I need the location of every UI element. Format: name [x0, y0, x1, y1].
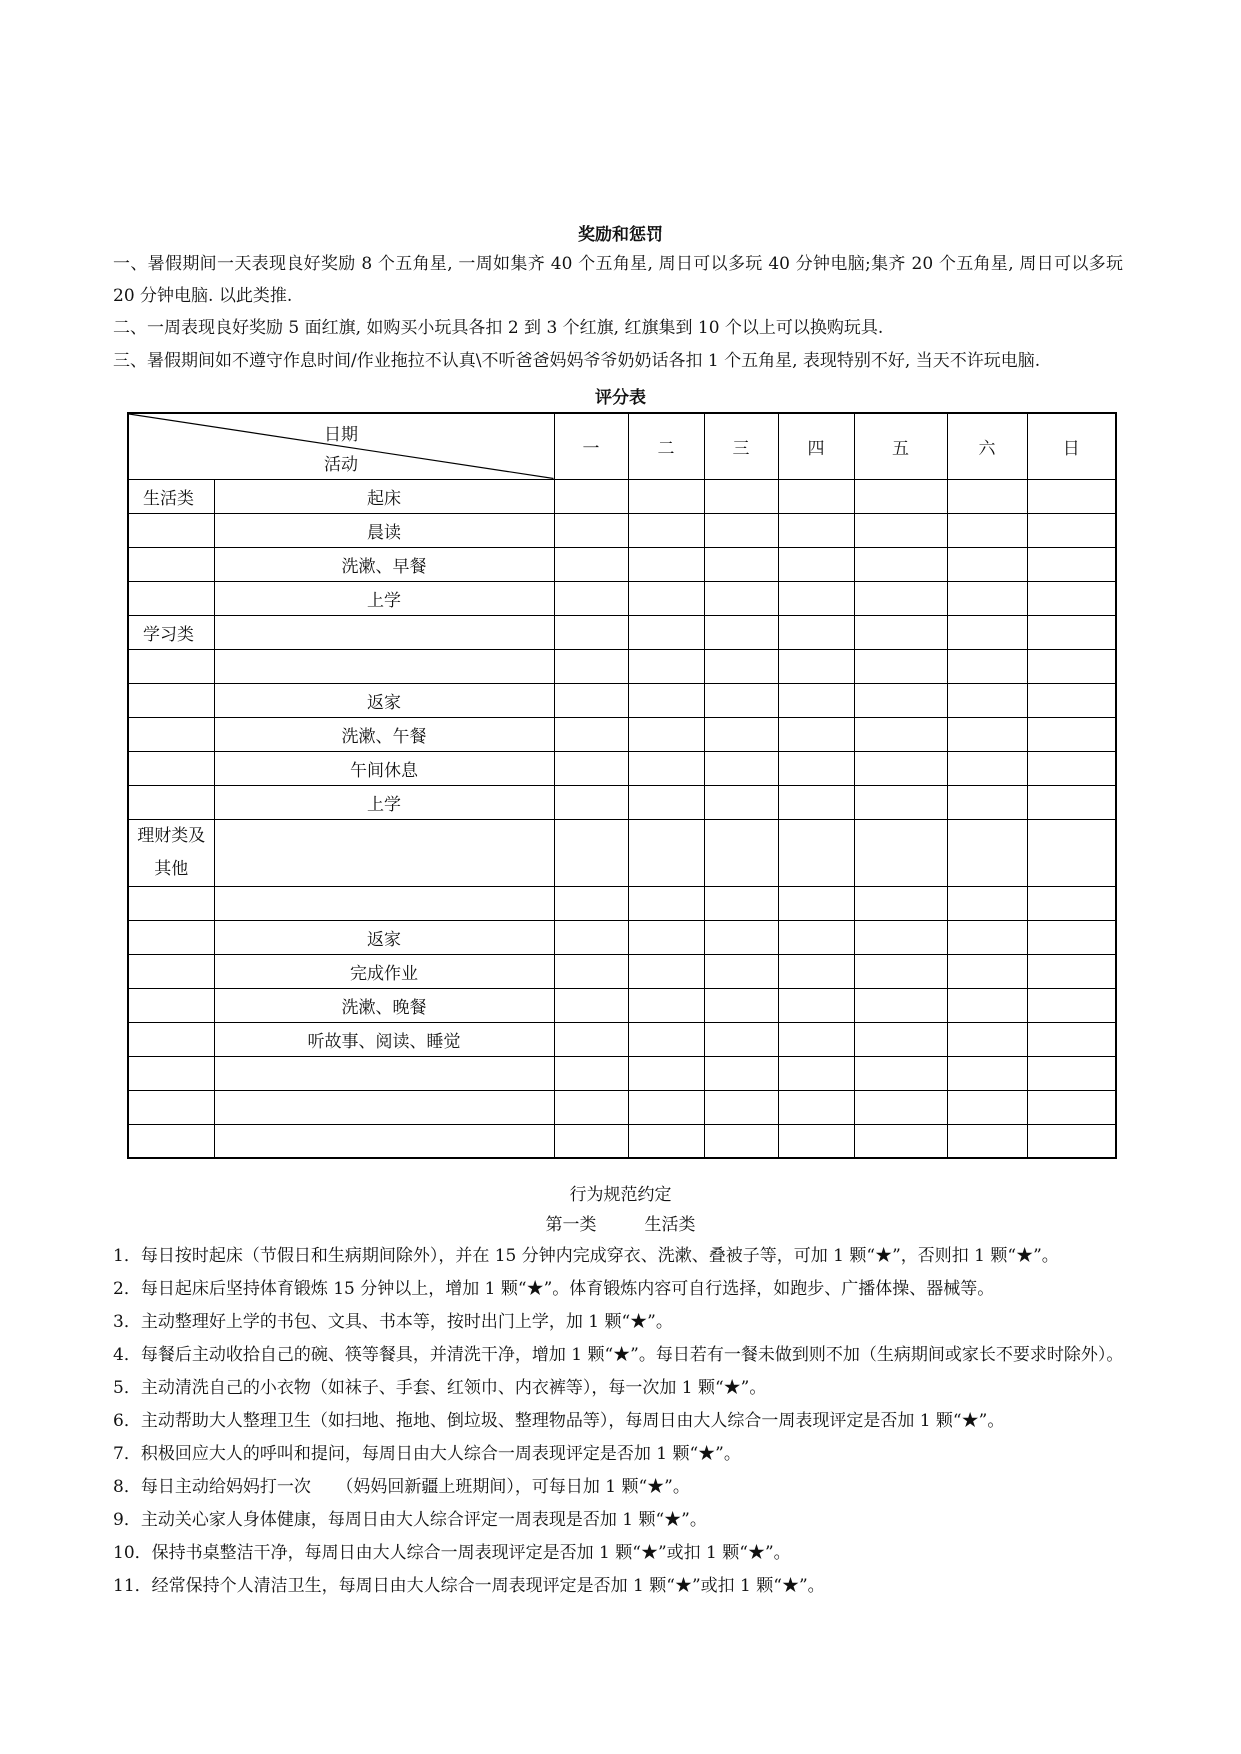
table-row [128, 1056, 1116, 1090]
score-cell[interactable] [628, 1124, 704, 1158]
activity-cell [214, 1124, 554, 1158]
score-cell[interactable] [554, 819, 628, 886]
score-cell[interactable] [854, 1056, 947, 1090]
category-cell: 生活类 [128, 479, 214, 513]
score-cell[interactable] [704, 954, 778, 988]
score-cell[interactable] [854, 920, 947, 954]
score-cell[interactable] [778, 649, 854, 683]
score-cell[interactable] [778, 785, 854, 819]
score-cell[interactable] [554, 479, 628, 513]
table-row [128, 513, 1116, 547]
header-activity-label: 活动 [324, 455, 358, 475]
score-cell[interactable] [854, 886, 947, 920]
table-header-row [128, 413, 1116, 479]
score-cell[interactable] [554, 751, 628, 785]
score-cell[interactable] [947, 581, 1027, 615]
score-cell[interactable] [778, 1090, 854, 1124]
activity-cell: 洗漱、晚餐 [214, 988, 554, 1022]
score-cell[interactable] [628, 581, 704, 615]
category-cell [128, 513, 214, 547]
conduct-rules-list [113, 1240, 1128, 1603]
table-row [128, 920, 1116, 954]
score-cell[interactable] [628, 954, 704, 988]
category-cell [128, 717, 214, 751]
score-cell[interactable] [854, 954, 947, 988]
activity-cell: 返家 [214, 683, 554, 717]
score-cell[interactable] [947, 649, 1027, 683]
score-table-title: 评分表 [595, 388, 646, 408]
score-cell[interactable] [947, 954, 1027, 988]
score-cell[interactable] [704, 785, 778, 819]
activity-cell [214, 649, 554, 683]
rule-item: 3．主动整理好上学的书包、文具、书本等，按时出门上学，加 1 颗“★”。 [113, 1312, 673, 1332]
table-row [128, 547, 1116, 581]
score-cell[interactable] [1027, 649, 1116, 683]
score-cell[interactable] [854, 1124, 947, 1158]
activity-cell: 洗漱、早餐 [214, 547, 554, 581]
score-cell[interactable] [628, 479, 704, 513]
reward-paragraph-3: 三、暑假期间如不遵守作息时间/作业拖拉不认真\不听爸爸妈妈爷爷奶奶话各扣 1 个五角星, 表现特别不好, 当天不许玩电脑. [113, 351, 1041, 371]
score-cell[interactable] [778, 920, 854, 954]
rule-item: 9．主动关心家人身体健康，每周日由大人综合评定一周表现是否加 1 颗“★”。 [113, 1510, 707, 1530]
day-header: 三 [704, 413, 778, 479]
rule-item: 7．积极回应大人的呼叫和提问，每周日由大人综合一周表现评定是否加 1 颗“★”。 [113, 1444, 741, 1464]
table-row [128, 1022, 1116, 1056]
score-cell[interactable] [628, 1056, 704, 1090]
day-header: 二 [628, 413, 704, 479]
score-cell[interactable] [1027, 1090, 1116, 1124]
score-cell[interactable] [1027, 683, 1116, 717]
score-cell[interactable] [854, 819, 947, 886]
score-cell[interactable] [554, 649, 628, 683]
activity-cell: 上学 [214, 785, 554, 819]
score-cell[interactable] [704, 988, 778, 1022]
conduct-section-number: 第一类 [545, 1215, 597, 1235]
activity-cell: 听故事、阅读、睡觉 [214, 1022, 554, 1056]
activity-cell [214, 1056, 554, 1090]
score-cell[interactable] [947, 1090, 1027, 1124]
rule-item: 6．主动帮助大人整理卫生（如扫地、拖地、倒垃圾、整理物品等），每周日由大人综合一周表现评定是否加 1 颗“★”。 [113, 1411, 1005, 1431]
score-cell[interactable] [854, 988, 947, 1022]
score-cell[interactable] [778, 547, 854, 581]
category-cell [128, 751, 214, 785]
score-cell[interactable] [704, 513, 778, 547]
score-table [127, 412, 1117, 1159]
score-cell[interactable] [1027, 513, 1116, 547]
score-cell[interactable] [628, 886, 704, 920]
rule-item: 10．保持书桌整洁干净，每周日由大人综合一周表现评定是否加 1 颗“★”或扣 1 颗“★”。 [113, 1543, 791, 1563]
reward-paragraph-1: 一、暑假期间一天表现良好奖励 8 个五角星, 一周如集齐 40 个五角星, 周日可以多玩 40 分钟电脑;集齐 20 个五角星, 周日可以多玩 20 分钟电脑. 以此类推. [113, 254, 1123, 306]
activity-cell: 返家 [214, 920, 554, 954]
activity-cell [214, 886, 554, 920]
rule-item: 1．每日按时起床（节假日和生病期间除外），并在 15 分钟内完成穿衣、洗漱、叠被子等，可加 1 颗“★”，否则扣 1 颗“★”。 [113, 1246, 1059, 1266]
score-cell[interactable] [628, 683, 704, 717]
category-cell [128, 547, 214, 581]
score-cell[interactable] [628, 785, 704, 819]
score-cell[interactable] [704, 479, 778, 513]
score-cell[interactable] [628, 819, 704, 886]
activity-cell: 上学 [214, 581, 554, 615]
score-cell[interactable] [778, 1124, 854, 1158]
score-cell[interactable] [554, 785, 628, 819]
score-cell[interactable] [628, 615, 704, 649]
table-row [128, 1090, 1116, 1124]
table-row [128, 988, 1116, 1022]
table-row [128, 1124, 1116, 1158]
conduct-section-name: 生活类 [644, 1215, 696, 1235]
score-cell[interactable] [854, 717, 947, 751]
score-cell[interactable] [1027, 920, 1116, 954]
score-cell[interactable] [554, 581, 628, 615]
score-cell[interactable] [947, 479, 1027, 513]
score-cell[interactable] [1027, 785, 1116, 819]
score-cell[interactable] [778, 513, 854, 547]
score-cell[interactable] [1027, 1022, 1116, 1056]
score-cell[interactable] [628, 1022, 704, 1056]
score-cell[interactable] [554, 886, 628, 920]
category-line: 理财类及 [137, 825, 206, 846]
conduct-section-heading [0, 1210, 1241, 1235]
score-cell[interactable] [854, 683, 947, 717]
score-cell[interactable] [1027, 819, 1116, 886]
score-cell[interactable] [704, 886, 778, 920]
day-header: 日 [1027, 413, 1116, 479]
score-cell[interactable] [704, 581, 778, 615]
score-cell[interactable] [778, 751, 854, 785]
score-cell[interactable] [854, 581, 947, 615]
score-cell[interactable] [554, 1090, 628, 1124]
category-cell [128, 886, 214, 920]
rule-item: 8．每日主动给妈妈打一次 （妈妈回新疆上班期间），可每日加 1 颗“★”。 [113, 1477, 690, 1497]
score-cell[interactable] [628, 513, 704, 547]
score-cell[interactable] [554, 615, 628, 649]
score-cell[interactable] [704, 547, 778, 581]
rule-item: 2．每日起床后坚持体育锻炼 15 分钟以上，增加 1 颗“★”。体育锻炼内容可自行选择，如跑步、广播体操、器械等。 [113, 1279, 995, 1299]
score-cell[interactable] [778, 954, 854, 988]
score-cell[interactable] [628, 547, 704, 581]
score-cell[interactable] [947, 1022, 1027, 1056]
diagonal-header-cell [128, 413, 554, 479]
table-row [128, 683, 1116, 717]
day-header: 六 [947, 413, 1027, 479]
score-cell[interactable] [1027, 751, 1116, 785]
score-cell[interactable] [778, 819, 854, 886]
score-cell[interactable] [854, 513, 947, 547]
score-cell[interactable] [778, 581, 854, 615]
category-cell [128, 1090, 214, 1124]
score-cell[interactable] [947, 717, 1027, 751]
score-cell[interactable] [704, 649, 778, 683]
score-cell[interactable] [628, 920, 704, 954]
score-cell[interactable] [778, 886, 854, 920]
score-cell[interactable] [704, 717, 778, 751]
score-cell[interactable] [947, 683, 1027, 717]
score-cell[interactable] [1027, 1056, 1116, 1090]
table-row [128, 615, 1116, 649]
score-cell[interactable] [947, 615, 1027, 649]
score-cell[interactable] [704, 683, 778, 717]
table-row [128, 785, 1116, 819]
activity-cell: 洗漱、午餐 [214, 717, 554, 751]
score-cell[interactable] [704, 1022, 778, 1056]
score-cell[interactable] [778, 683, 854, 717]
score-cell[interactable] [854, 547, 947, 581]
score-cell[interactable] [778, 1056, 854, 1090]
table-row [128, 819, 1116, 886]
score-cell[interactable] [947, 1124, 1027, 1158]
day-header: 一 [554, 413, 628, 479]
category-cell [128, 819, 214, 886]
score-cell[interactable] [778, 479, 854, 513]
score-cell[interactable] [778, 717, 854, 751]
category-cell [128, 785, 214, 819]
score-cell[interactable] [704, 1090, 778, 1124]
score-cell[interactable] [947, 785, 1027, 819]
score-cell[interactable] [1027, 615, 1116, 649]
score-cell[interactable] [1027, 479, 1116, 513]
score-cell[interactable] [778, 615, 854, 649]
score-cell[interactable] [554, 954, 628, 988]
table-row [128, 886, 1116, 920]
category-cell [128, 954, 214, 988]
activity-cell [214, 819, 554, 886]
score-cell[interactable] [947, 920, 1027, 954]
score-cell[interactable] [947, 819, 1027, 886]
category-cell: 学习类 [128, 615, 214, 649]
score-cell[interactable] [854, 479, 947, 513]
conduct-title: 行为规范约定 [569, 1185, 672, 1205]
score-cell[interactable] [1027, 581, 1116, 615]
category-cell [128, 1056, 214, 1090]
score-cell[interactable] [704, 751, 778, 785]
score-cell[interactable] [628, 717, 704, 751]
score-cell[interactable] [854, 615, 947, 649]
table-row [128, 581, 1116, 615]
activity-cell [214, 615, 554, 649]
score-cell[interactable] [947, 751, 1027, 785]
score-cell[interactable] [947, 1056, 1027, 1090]
score-cell[interactable] [554, 1056, 628, 1090]
score-cell[interactable] [778, 988, 854, 1022]
rule-item: 5．主动清洗自己的小衣物（如袜子、手套、红领巾、内衣裤等），每一次加 1 颗“★”。 [113, 1378, 767, 1398]
score-cell[interactable] [854, 649, 947, 683]
category-cell [128, 581, 214, 615]
rule-item: 4．每餐后主动收拾自己的碗、筷等餐具，并清洗干净，增加 1 颗“★”。每日若有一餐未做到则不加（生病期间或家长不要求时除外）。 [113, 1345, 1124, 1365]
score-cell[interactable] [854, 785, 947, 819]
score-cell[interactable] [947, 886, 1027, 920]
category-cell [128, 649, 214, 683]
reward-paragraph-2: 二、一周表现良好奖励 5 面红旗, 如购买小玩具各扣 2 到 3 个红旗, 红旗集到 10 个以上可以换购玩具. [113, 318, 884, 338]
score-cell[interactable] [554, 547, 628, 581]
score-cell[interactable] [704, 615, 778, 649]
category-cell [128, 1022, 214, 1056]
table-row [128, 751, 1116, 785]
category-cell [128, 1124, 214, 1158]
score-cell[interactable] [947, 547, 1027, 581]
score-cell[interactable] [947, 988, 1027, 1022]
score-cell[interactable] [554, 513, 628, 547]
score-cell[interactable] [854, 1090, 947, 1124]
category-line: 其他 [154, 858, 189, 879]
score-cell[interactable] [1027, 988, 1116, 1022]
day-header: 四 [778, 413, 854, 479]
table-row [128, 954, 1116, 988]
score-cell[interactable] [1027, 547, 1116, 581]
category-cell [128, 920, 214, 954]
day-header: 五 [854, 413, 947, 479]
activity-cell: 晨读 [214, 513, 554, 547]
score-cell[interactable] [554, 683, 628, 717]
activity-cell: 起床 [214, 479, 554, 513]
score-cell[interactable] [554, 920, 628, 954]
score-cell[interactable] [554, 988, 628, 1022]
rule-item: 11．经常保持个人清洁卫生，每周日由大人综合一周表现评定是否加 1 颗“★”或扣 1 颗“★”。 [113, 1576, 825, 1596]
category-cell [128, 683, 214, 717]
table-row [128, 479, 1116, 513]
table-row [128, 649, 1116, 683]
score-cell[interactable] [854, 751, 947, 785]
activity-cell: 完成作业 [214, 954, 554, 988]
score-cell[interactable] [854, 1022, 947, 1056]
score-cell[interactable] [554, 1022, 628, 1056]
score-cell[interactable] [1027, 954, 1116, 988]
score-cell[interactable] [778, 1022, 854, 1056]
score-cell[interactable] [628, 988, 704, 1022]
table-row [128, 717, 1116, 751]
score-cell[interactable] [554, 717, 628, 751]
score-cell[interactable] [704, 920, 778, 954]
score-cell[interactable] [628, 649, 704, 683]
score-cell[interactable] [704, 1124, 778, 1158]
activity-cell: 午间休息 [214, 751, 554, 785]
score-cell[interactable] [628, 751, 704, 785]
score-cell[interactable] [1027, 1124, 1116, 1158]
score-cell[interactable] [1027, 886, 1116, 920]
score-cell[interactable] [704, 819, 778, 886]
score-cell[interactable] [947, 513, 1027, 547]
score-cell[interactable] [628, 1090, 704, 1124]
activity-cell [214, 1090, 554, 1124]
score-cell[interactable] [1027, 717, 1116, 751]
score-cell[interactable] [554, 1124, 628, 1158]
category-cell [128, 988, 214, 1022]
score-cell[interactable] [704, 1056, 778, 1090]
header-date-label: 日期 [324, 425, 358, 445]
reward-title: 奖励和惩罚 [578, 225, 663, 245]
